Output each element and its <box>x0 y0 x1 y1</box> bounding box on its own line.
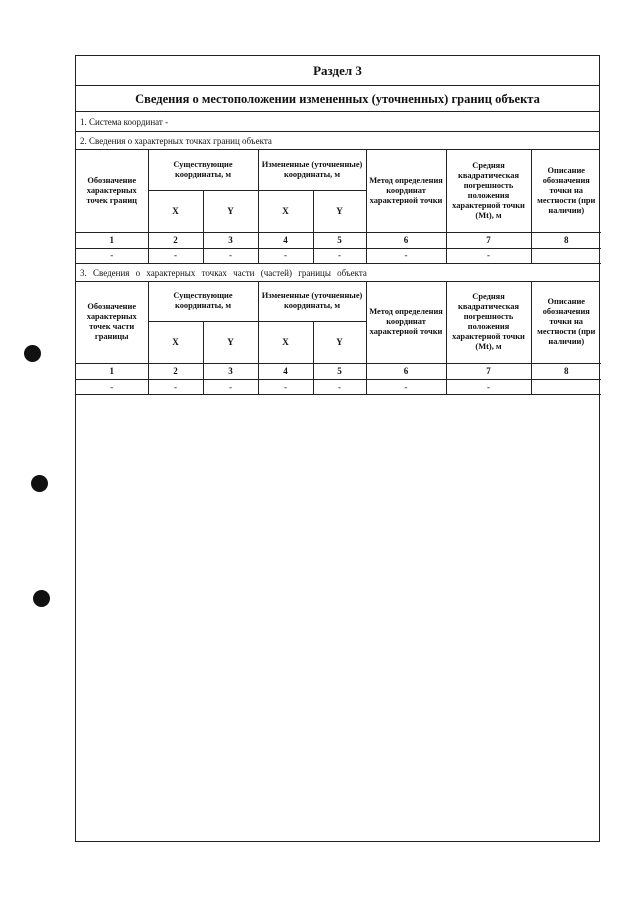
header-changed-x: X <box>258 322 313 364</box>
header-changed-coords: Измененные (уточненные) координаты, м <box>258 282 366 322</box>
section-subtitle: Сведения о местоположении измененных (уточненных) границ объекта <box>76 86 599 112</box>
table-cell: - <box>148 380 203 395</box>
column-number: 8 <box>531 232 601 248</box>
table-cell: - <box>203 380 258 395</box>
table-cell: - <box>258 248 313 263</box>
table-cell: - <box>76 380 148 395</box>
column-number: 2 <box>148 232 203 248</box>
table-cell <box>531 248 601 263</box>
table-row <box>76 380 601 395</box>
table-row <box>76 248 601 263</box>
header-existing-x: X <box>148 190 203 232</box>
header-existing-coords: Существующие координаты, м <box>148 282 258 322</box>
header-designation: Обозначение характерных точек части границы <box>76 282 148 364</box>
column-number: 6 <box>366 232 446 248</box>
column-number: 4 <box>258 232 313 248</box>
column-number: 1 <box>76 364 148 380</box>
column-number: 6 <box>366 364 446 380</box>
header-existing-x: X <box>148 322 203 364</box>
header-description: Описание обозначения точки на местности (при наличии) <box>531 282 601 364</box>
part-boundary-points-title: 3. Сведения о характерных точках части (частей) границы объекта <box>76 264 599 282</box>
header-existing-coords: Существующие координаты, м <box>148 150 258 190</box>
form-frame <box>75 55 600 842</box>
column-number: 7 <box>446 232 531 248</box>
table-cell: - <box>313 380 366 395</box>
boundary-points-table <box>76 150 601 264</box>
column-number: 2 <box>148 364 203 380</box>
column-numbers-row <box>76 364 601 380</box>
header-changed-y: Y <box>313 190 366 232</box>
header-changed-y: Y <box>313 322 366 364</box>
header-error: Средняя квадратическая погрешность положения характерной точки (Mt), м <box>446 282 531 364</box>
boundary-points-title: 2. Сведения о характерных точках границ объекта <box>76 132 599 150</box>
coordinate-system-line: 1. Система координат - <box>76 112 599 132</box>
header-existing-y: Y <box>203 190 258 232</box>
punch-hole-top <box>24 345 41 362</box>
column-number: 7 <box>446 364 531 380</box>
table-cell: - <box>258 380 313 395</box>
header-method: Метод определения координат характерной точки <box>366 282 446 364</box>
part-boundary-points-table <box>76 282 601 396</box>
table-cell: - <box>446 380 531 395</box>
column-number: 4 <box>258 364 313 380</box>
column-numbers-row <box>76 232 601 248</box>
table-cell: - <box>366 380 446 395</box>
table-cell: - <box>446 248 531 263</box>
column-number: 8 <box>531 364 601 380</box>
table-cell: - <box>366 248 446 263</box>
table-cell: - <box>76 248 148 263</box>
header-designation: Обозначение характерных точек границ <box>76 150 148 232</box>
table-cell: - <box>148 248 203 263</box>
section-title: Раздел 3 <box>76 56 599 86</box>
header-changed-coords: Измененные (уточненные) координаты, м <box>258 150 366 190</box>
header-method: Метод определения координат характерной точки <box>366 150 446 232</box>
header-description: Описание обозначения точки на местности (при наличии) <box>531 150 601 232</box>
punch-hole-bottom <box>33 590 50 607</box>
header-changed-x: X <box>258 190 313 232</box>
header-existing-y: Y <box>203 322 258 364</box>
column-number: 5 <box>313 364 366 380</box>
table-cell: - <box>203 248 258 263</box>
table-cell <box>531 380 601 395</box>
column-number: 3 <box>203 364 258 380</box>
column-number: 3 <box>203 232 258 248</box>
column-number: 1 <box>76 232 148 248</box>
table-cell: - <box>313 248 366 263</box>
header-error: Средняя квадратическая погрешность положения характерной точки (Mt), м <box>446 150 531 232</box>
punch-hole-middle <box>31 475 48 492</box>
column-number: 5 <box>313 232 366 248</box>
